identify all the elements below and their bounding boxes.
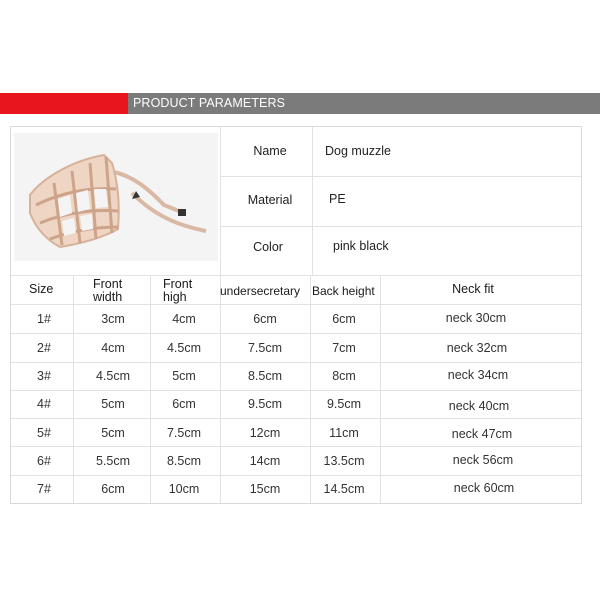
row-undersecretary: 7.5cm [247, 341, 283, 355]
row-size: 1# [37, 312, 51, 326]
header-size: Size [29, 282, 54, 296]
table-divider [11, 362, 581, 363]
table-divider [220, 127, 221, 275]
table-divider [380, 275, 381, 503]
row-front-width: 4.5cm [95, 369, 131, 383]
row-size: 4# [37, 397, 51, 411]
table-divider [11, 275, 581, 276]
color-value: pink black [333, 239, 389, 253]
row-size: 5# [37, 426, 51, 440]
row-front-high: 4.5cm [166, 341, 202, 355]
row-back-height: 8cm [332, 369, 356, 383]
row-front-width: 3cm [101, 312, 125, 326]
row-neck-fit: neck 47cm [451, 427, 513, 441]
header-neck-fit: Neck fit [452, 282, 494, 296]
table-divider [310, 275, 311, 503]
table-divider [11, 304, 581, 305]
row-undersecretary: 14cm [249, 454, 281, 468]
row-neck-fit: neck 34cm [447, 368, 509, 382]
row-front-high: 8.5cm [166, 454, 202, 468]
row-neck-fit: neck 32cm [446, 341, 508, 355]
row-front-high: 6cm [172, 397, 196, 411]
table-divider [11, 418, 581, 419]
row-undersecretary: 12cm [249, 426, 281, 440]
table-divider [11, 390, 581, 391]
row-front-width: 6cm [101, 482, 125, 496]
row-back-height: 13.5cm [323, 454, 365, 468]
row-front-high: 5cm [172, 369, 196, 383]
row-front-high: 7.5cm [166, 426, 202, 440]
table-divider [11, 333, 581, 334]
row-back-height: 9.5cm [326, 397, 362, 411]
row-back-height: 7cm [332, 341, 356, 355]
table-divider [11, 446, 581, 447]
row-back-height: 6cm [332, 312, 356, 326]
table-divider [312, 127, 313, 275]
row-undersecretary: 8.5cm [247, 369, 283, 383]
row-undersecretary: 15cm [249, 482, 281, 496]
row-size: 7# [37, 482, 51, 496]
table-divider [220, 226, 581, 227]
row-front-width: 5.5cm [95, 454, 131, 468]
row-size: 3# [37, 369, 51, 383]
dog-muzzle-image [14, 133, 218, 261]
product-photo [14, 133, 218, 261]
row-back-height: 11cm [329, 426, 359, 440]
row-undersecretary: 9.5cm [247, 397, 283, 411]
row-undersecretary: 6cm [253, 312, 277, 326]
row-front-high: 4cm [172, 312, 196, 326]
material-label: Material [247, 193, 293, 207]
header-undersecretary: undersecretary [220, 284, 301, 298]
banner-accent [0, 93, 128, 114]
header-back-height: Back height [312, 284, 375, 298]
table-divider [220, 176, 581, 177]
header-front-high: Front high [163, 277, 193, 304]
row-size: 2# [37, 341, 51, 355]
row-neck-fit: neck 56cm [452, 453, 514, 467]
name-value: Dog muzzle [325, 144, 391, 158]
row-front-high: 10cm [168, 482, 200, 496]
name-label: Name [253, 144, 287, 158]
table-divider [220, 275, 221, 503]
banner-title: PRODUCT PARAMETERS [133, 96, 286, 110]
row-back-height: 14.5cm [323, 482, 365, 496]
row-front-width: 4cm [101, 341, 125, 355]
table-divider [73, 275, 74, 503]
row-front-width: 5cm [101, 397, 125, 411]
table-divider [11, 475, 581, 476]
material-value: PE [329, 192, 346, 206]
table-divider [150, 275, 151, 503]
header-front-width: Front width [93, 277, 123, 304]
color-label: Color [253, 240, 283, 254]
row-neck-fit: neck 40cm [448, 399, 510, 413]
row-neck-fit: neck 60cm [453, 481, 515, 495]
row-size: 6# [37, 454, 51, 468]
row-front-width: 5cm [101, 426, 125, 440]
row-neck-fit: neck 30cm [445, 311, 507, 325]
